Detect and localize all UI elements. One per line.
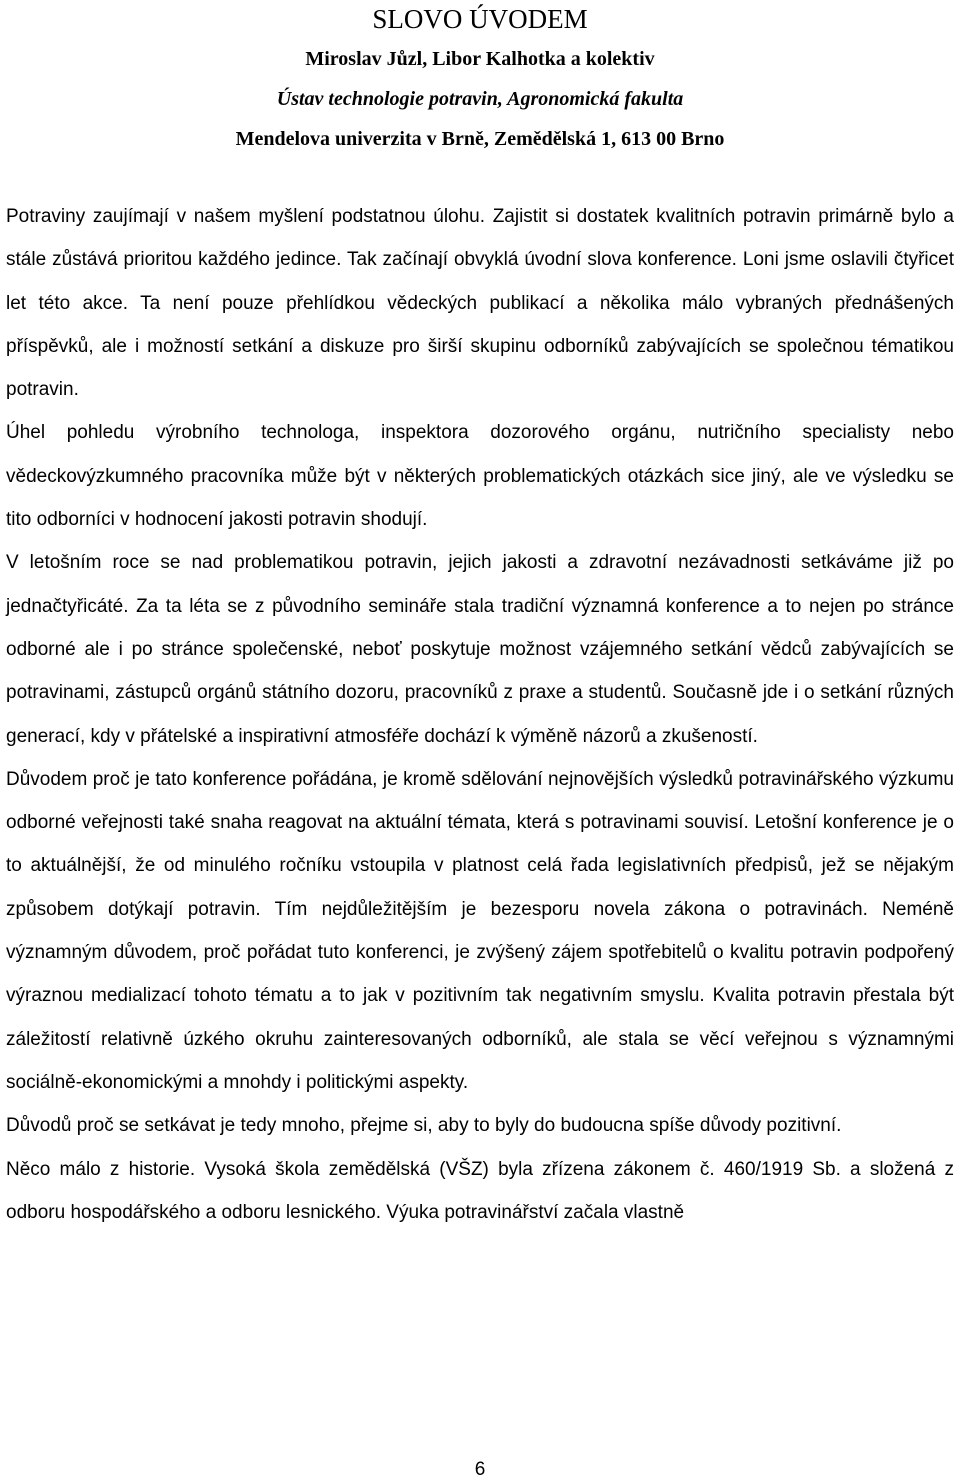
authors-line: Miroslav Jůzl, Libor Kalhotka a kolektiv — [305, 48, 655, 70]
body-text — [6, 195, 954, 1234]
paragraph: Úhel pohledu výrobního technologa, inspektora dozorového orgánu, nutričního specialisty nebo vědeckovýzkumného pracovníka může být v některých problematických otázkách sice jiný, ale ve výsledku se tito odborníci v hodnocení jakosti potravin shodují. — [6, 422, 954, 531]
paragraph: Důvodů proč se setkávat je tedy mnoho, přejme si, aby to byly do budoucna spíše důvody pozitivní. — [6, 1115, 842, 1137]
paragraph: Důvodem proč je tato konference pořádána, je kromě sdělování nejnovějších výsledků potravinářského výzkumu odborné veřejnosti také snaha reagovat na aktuální témata, která s potravinami souvisí. Letošní konference je o to aktuálnější, že od minulého ročníku vstoupila v platnost celá řada legislativních předpisů, jež se nějakým způsobem dotýkají potravin. Tím nejdůležitějším je bezesporu novela zákona o potravinách. Neméně významným důvodem, proč pořádat tuto konferenci, je zvýšený zájem spotřebitelů o kvalitu potravin podpořený výraznou medializací tohoto tématu a to jak v pozitivním tak negativním smyslu. Kvalita potravin přestala být záležitostí relativně úzkého okruhu zainteresovaných odborníků, ale stala se věcí veřejnou s významnými sociálně-ekonomickými a mnohdy i politickými aspekty. — [6, 768, 954, 1093]
paragraph: V letošním roce se nad problematikou potravin, jejich jakosti a zdravotní nezávadnosti setkáváme již po jednačtyřicáté. Za ta léta se z původního semináře stala tradiční významná konference a to nejen po stránce odborné ale i po stránce společenské, neboť poskytuje možnost vzájemného setkání vědců zabývajících se potravinami, zástupců orgánů státního dozoru, pracovníků z praxe a studentů. Současně jde i o setkání různých generací, kdy v přátelské a inspirativní atmosféře dochází k výměně názorů a zkušeností. — [6, 552, 954, 747]
document-page — [6, 0, 954, 1234]
page-number: 6 — [474, 1459, 486, 1480]
address-line: Mendelova univerzita v Brně, Zemědělská 1, 613 00 Brno — [235, 128, 725, 150]
paragraph: Potraviny zaujímají v našem myšlení podstatnou úlohu. Zajistit si dostatek kvalitních potravin primárně bylo a stále zůstává prioritou každého jedince. Tak začínají obvyklá úvodní slova konference. Loni jsme oslavili čtyřicet let této akce. Ta není pouze přehlídkou vědeckých publikací a několika málo vybraných přednášených příspěvků, ale i možností setkání a diskuze pro širší skupinu odborníků zabývajících se společnou tématikou potravin. — [6, 206, 954, 401]
institute-line: Ústav technologie potravin, Agronomická fakulta — [276, 88, 684, 110]
paragraph: Něco málo z historie. Vysoká škola zemědělská (VŠZ) byla zřízena zákonem č. 460/1919 Sb. a složená z odboru hospodářského a odboru lesnického. Výuka potravinářství začala vlastně — [6, 1158, 954, 1223]
page-title: SLOVO ÚVODEM — [372, 4, 588, 34]
